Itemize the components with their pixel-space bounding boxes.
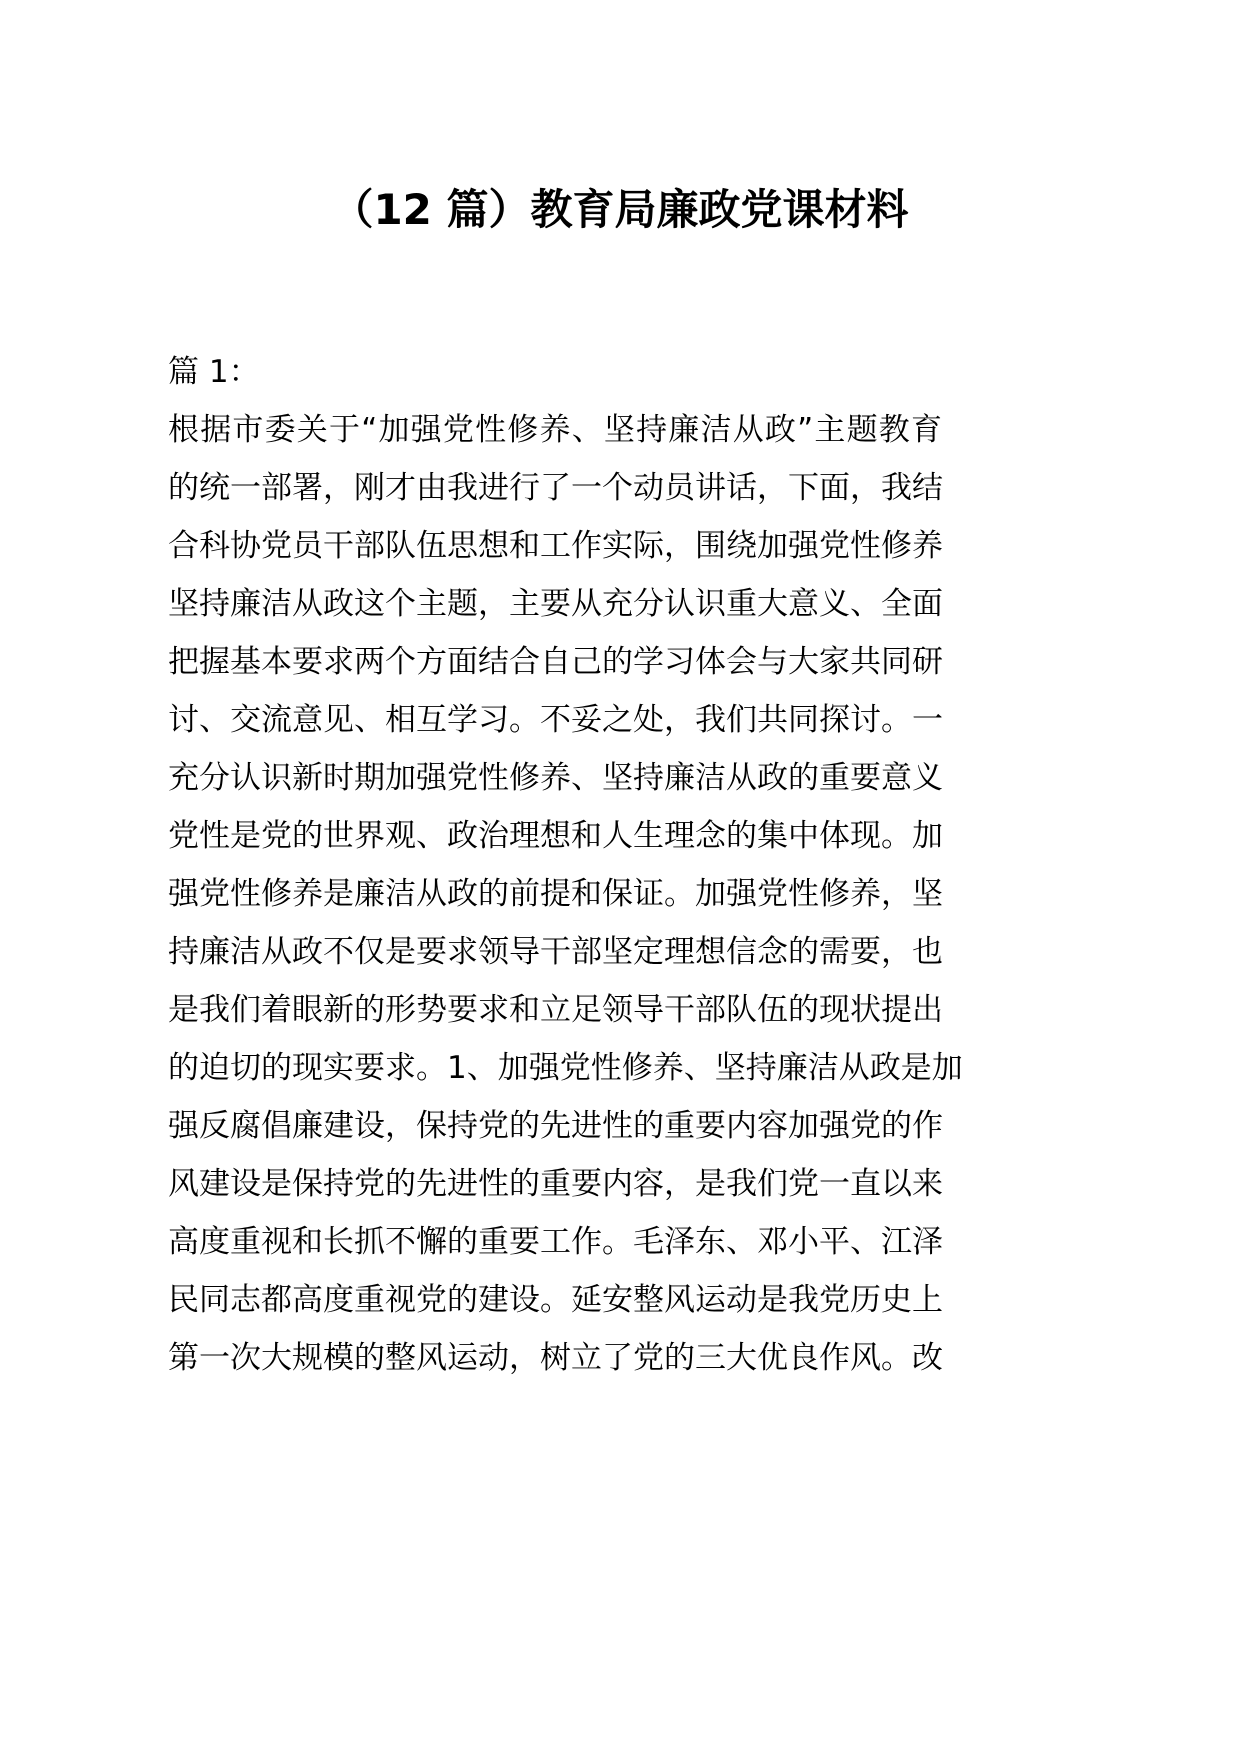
paragraph-line: 充分认识新时期加强党性修养、坚持廉洁从政的重要意义 (168, 760, 943, 796)
paragraph-line: 持廉洁从政不仅是要求领导干部坚定理想信念的需要，也 (168, 934, 943, 970)
paragraph-line: 风建设是保持党的先进性的重要内容，是我们党一直以来 (168, 1166, 943, 1202)
paragraph-line: 根据市委关于“加强党性修养、坚持廉洁从政”主题教育 (168, 412, 942, 448)
paragraph-line: 的统一部署，刚才由我进行了一个动员讲话，下面，我结 (168, 470, 943, 506)
paragraph-line: 强反腐倡廉建设，保持党的先进性的重要内容加强党的作 (168, 1108, 943, 1144)
document-body (168, 343, 963, 1387)
paragraph-line: 把握基本要求两个方面结合自己的学习体会与大家共同研 (168, 644, 943, 680)
section-label: 篇 1： (168, 354, 260, 390)
paragraph-line: 第一次大规模的整风运动，树立了党的三大优良作风。改 (168, 1340, 943, 1376)
paragraph-line: 党性是党的世界观、政治理想和人生理念的集中体现。加 (168, 818, 943, 854)
paragraph-line: 强党性修养是廉洁从政的前提和保证。加强党性修养，坚 (168, 876, 943, 912)
paragraph-line: 民同志都高度重视党的建设。延安整风运动是我党历史上 (168, 1282, 943, 1318)
paragraph-line: 是我们着眼新的形势要求和立足领导干部队伍的现状提出 (168, 992, 943, 1028)
paragraph-line: 讨、交流意见、相互学习。不妥之处，我们共同探讨。一 (168, 702, 943, 738)
paragraph-line: 合科协党员干部队伍思想和工作实际，围绕加强党性修养 (168, 528, 943, 564)
paragraph-line: 的迫切的现实要求。1、加强党性修养、坚持廉洁从政是加 (168, 1050, 963, 1086)
paragraph-line: 高度重视和长抓不懈的重要工作。毛泽东、邓小平、江泽 (168, 1224, 943, 1260)
document-title: （12 篇）教育局廉政党课材料 (331, 185, 909, 234)
paragraph-line: 坚持廉洁从政这个主题，主要从充分认识重大意义、全面 (168, 586, 943, 622)
